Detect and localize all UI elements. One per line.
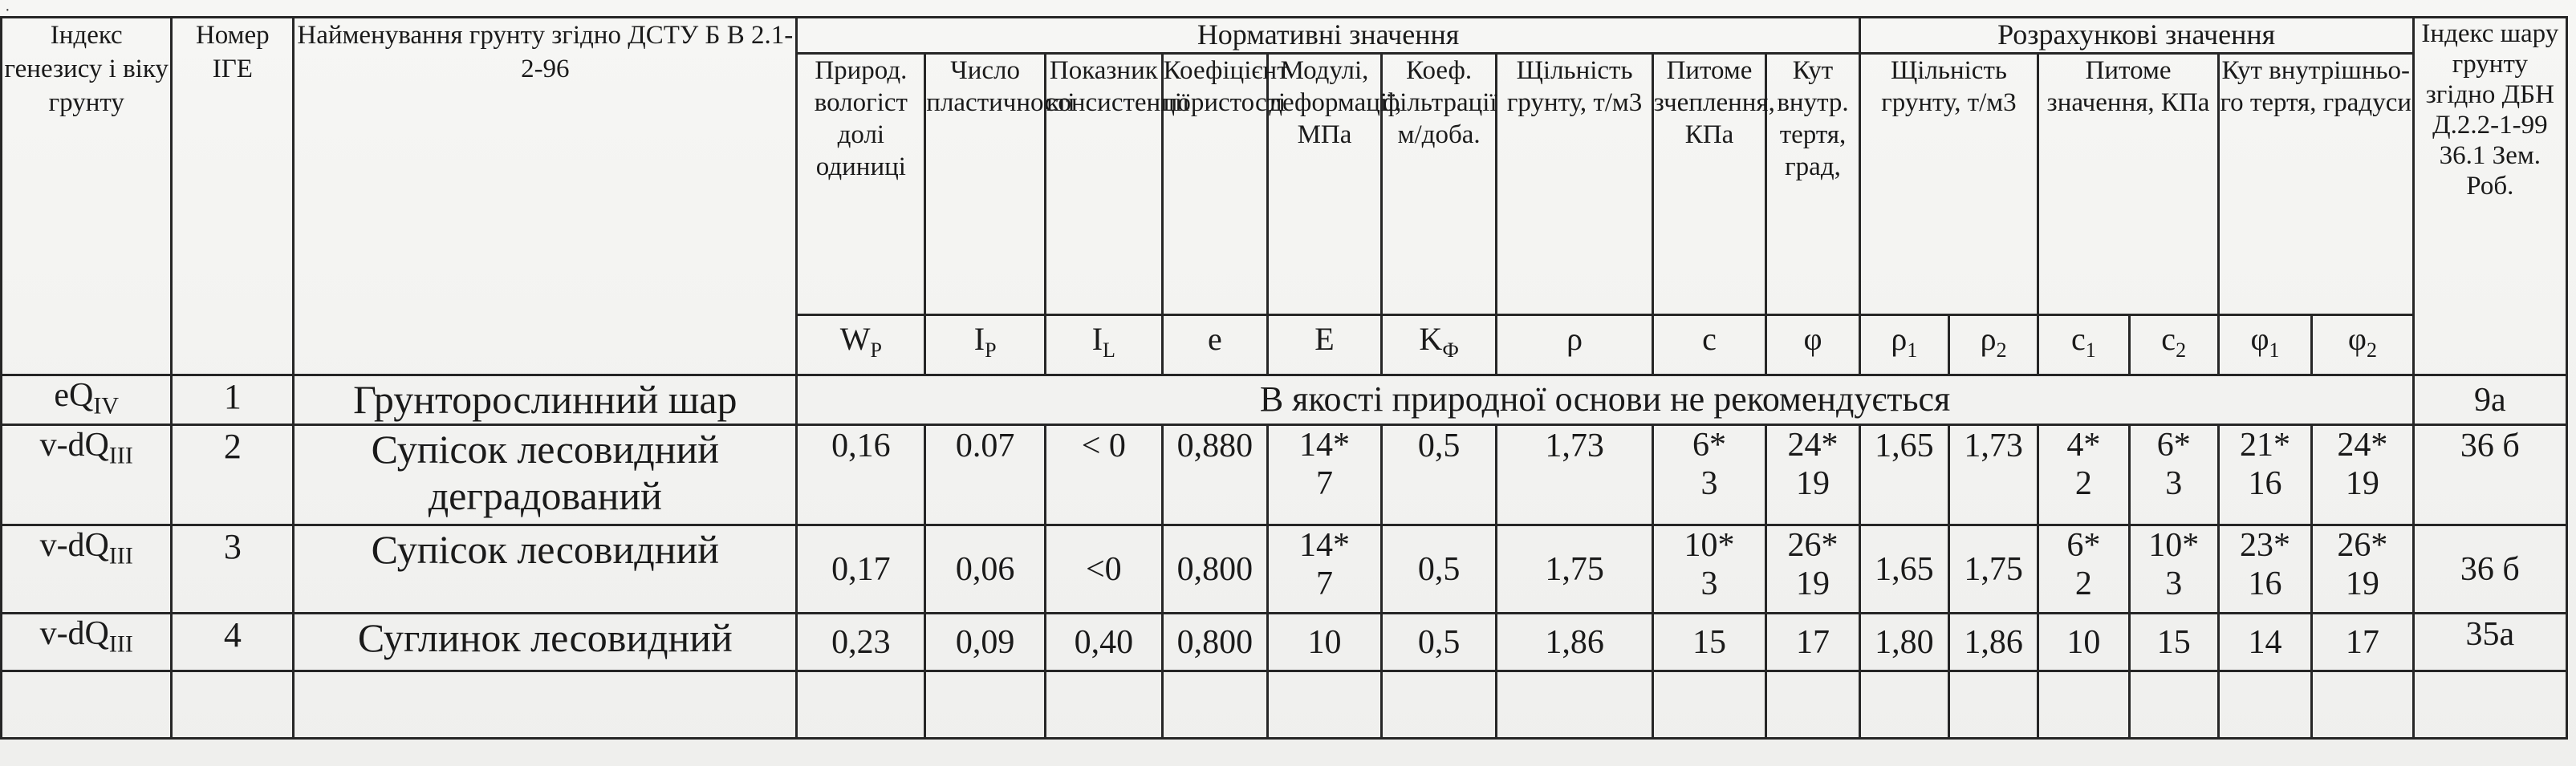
table-row <box>2 525 2567 614</box>
table-row-empty <box>2 671 2567 739</box>
header-filtration-coefficient: Коеф. фільтрації м/доба. <box>1381 54 1497 315</box>
symbol-wp: $W_P$ <box>797 315 925 375</box>
genesis-index: $v-dQ_{III}$ <box>2 525 172 614</box>
header-specific-cohesion: Питоме зчеплення, КПа <box>1652 54 1766 315</box>
value-rho: 1,73 <box>1497 425 1652 525</box>
value-c: 10* 3 <box>1652 525 1766 614</box>
empty-cell <box>1948 671 2038 739</box>
table-row <box>2 425 2567 525</box>
value-wp: 0,16 <box>797 425 925 525</box>
header-porosity-coefficient: Коефіцієнт пористості <box>1162 54 1268 315</box>
layer-index: 36 б <box>2413 525 2566 614</box>
table-row <box>2 375 2567 425</box>
symbol-modulus: E <box>1268 315 1382 375</box>
soil-name: Грунторослинний шар <box>294 375 797 425</box>
value-rho: 1,75 <box>1497 525 1652 614</box>
value-ip: 0,06 <box>925 525 1046 614</box>
value-phi1: 21* 16 <box>2218 425 2311 525</box>
value-phi: 26* 19 <box>1766 525 1859 614</box>
value-c1: 10 <box>2038 614 2129 671</box>
empty-cell <box>1162 671 1268 739</box>
value-e: 0,800 <box>1162 614 1268 671</box>
value-c: 15 <box>1652 614 1766 671</box>
table-row <box>2 614 2567 671</box>
header-calc-density: Щільність грунту, т/м3 <box>1859 54 2038 315</box>
empty-cell <box>797 671 925 739</box>
genesis-index: $v-dQ_{III}$ <box>2 425 172 525</box>
value-c2: 15 <box>2129 614 2218 671</box>
value-il: 0,40 <box>1046 614 1163 671</box>
symbol-phi2: $\varphi_2$ <box>2312 315 2414 375</box>
header-soil-name: Найменування грунту згідно ДСТУ Б В 2.1-2-96 <box>294 18 797 375</box>
header-calc-cohesion: Питоме значення, КПа <box>2038 54 2219 315</box>
layer-index: 35а <box>2413 614 2566 671</box>
value-c: 6* 3 <box>1652 425 1766 525</box>
empty-cell <box>2038 671 2129 739</box>
value-phi2: 24* 19 <box>2312 425 2414 525</box>
header-friction-angle: Кут внутр. тертя, град, <box>1766 54 1859 315</box>
value-c2: 10* 3 <box>2129 525 2218 614</box>
empty-cell <box>2218 671 2311 739</box>
value-kf: 0,5 <box>1381 614 1497 671</box>
corner-mark: · <box>5 2 10 19</box>
ige-number: 2 <box>172 425 294 525</box>
value-kf: 0,5 <box>1381 525 1497 614</box>
header-natural-moisture: Природ. вологіст долі одиниці <box>797 54 925 315</box>
value-e: 0,880 <box>1162 425 1268 525</box>
not-recommended-note: В якості природної основи не рекомендується <box>797 375 2413 425</box>
symbol-c1: $c_1$ <box>2038 315 2129 375</box>
header-normative-values: Нормативні значення <box>797 18 1859 54</box>
value-wp: 0,17 <box>797 525 925 614</box>
layer-index: 36 б <box>2413 425 2566 525</box>
value-il: <0 <box>1046 525 1163 614</box>
symbol-c: c <box>1652 315 1766 375</box>
symbol-e: e <box>1162 315 1268 375</box>
value-rho2: 1,73 <box>1948 425 2038 525</box>
symbol-kf: $K_Ф$ <box>1381 315 1497 375</box>
empty-cell <box>1046 671 1163 739</box>
value-phi: 17 <box>1766 614 1859 671</box>
empty-cell <box>1381 671 1497 739</box>
symbol-il: $I_L$ <box>1046 315 1163 375</box>
soil-name: Супісок лесовидний деградований <box>294 425 797 525</box>
ige-number: 1 <box>172 375 294 425</box>
empty-cell <box>1497 671 1652 739</box>
symbol-rho1: $\rho_1$ <box>1859 315 1948 375</box>
empty-cell <box>2413 671 2566 739</box>
value-c1: 4* 2 <box>2038 425 2129 525</box>
symbol-rho2: $\rho_2$ <box>1948 315 2038 375</box>
value-modulus: 10 <box>1268 614 1382 671</box>
value-phi2: 17 <box>2312 614 2414 671</box>
value-ip: 0,09 <box>925 614 1046 671</box>
header-soil-density: Щільність грунту, т/м3 <box>1497 54 1652 315</box>
value-phi: 24* 19 <box>1766 425 1859 525</box>
symbol-ip: $I_P$ <box>925 315 1046 375</box>
symbol-phi1: $\varphi_1$ <box>2218 315 2311 375</box>
value-il: < 0 <box>1046 425 1163 525</box>
value-rho2: 1,86 <box>1948 614 2038 671</box>
symbol-rho: ρ <box>1497 315 1652 375</box>
empty-cell <box>172 671 294 739</box>
header-ige-number: Номер ІГЕ <box>172 18 294 375</box>
value-ip: 0.07 <box>925 425 1046 525</box>
value-rho2: 1,75 <box>1948 525 2038 614</box>
symbol-phi: φ <box>1766 315 1859 375</box>
value-rho1: 1,80 <box>1859 614 1948 671</box>
header-layer-index: Індекс шару грунту згідно ДБН Д.2.2-1-99 36.1 Зем. Роб. <box>2413 18 2566 375</box>
empty-cell <box>1859 671 1948 739</box>
empty-cell <box>1268 671 1382 739</box>
empty-cell <box>1652 671 1766 739</box>
empty-cell <box>2129 671 2218 739</box>
empty-cell <box>294 671 797 739</box>
value-phi2: 26* 19 <box>2312 525 2414 614</box>
header-genesis-index: Індекс генезису і віку грунту <box>2 18 172 375</box>
soil-properties-table <box>0 16 2568 740</box>
value-wp: 0,23 <box>797 614 925 671</box>
header-consistency-index: Показник консистенції <box>1046 54 1163 315</box>
header-calculated-values: Розрахункові значення <box>1859 18 2413 54</box>
empty-cell <box>2312 671 2414 739</box>
value-phi1: 14 <box>2218 614 2311 671</box>
symbol-c2: $c_2$ <box>2129 315 2218 375</box>
value-c1: 6* 2 <box>2038 525 2129 614</box>
ige-number: 3 <box>172 525 294 614</box>
genesis-index: $v-dQ_{III}$ <box>2 614 172 671</box>
value-rho1: 1,65 <box>1859 525 1948 614</box>
value-modulus: 14* 7 <box>1268 425 1382 525</box>
value-c2: 6* 3 <box>2129 425 2218 525</box>
ige-number: 4 <box>172 614 294 671</box>
header-plasticity-number: Число пластичності <box>925 54 1046 315</box>
soil-name: Суглинок лесовидний <box>294 614 797 671</box>
header-calc-friction-angle: Кут внутрішньо-го тертя, градуси <box>2218 54 2413 315</box>
genesis-index: $eQ_{IV}$ <box>2 375 172 425</box>
value-rho1: 1,65 <box>1859 425 1948 525</box>
soil-name: Супісок лесовидний <box>294 525 797 614</box>
empty-cell <box>2 671 172 739</box>
value-rho: 1,86 <box>1497 614 1652 671</box>
value-kf: 0,5 <box>1381 425 1497 525</box>
empty-cell <box>925 671 1046 739</box>
empty-cell <box>1766 671 1859 739</box>
value-e: 0,800 <box>1162 525 1268 614</box>
layer-index: 9а <box>2413 375 2566 425</box>
header-deformation-modulus: Модулі, деформації, МПа <box>1268 54 1382 315</box>
value-modulus: 14* 7 <box>1268 525 1382 614</box>
value-phi1: 23* 16 <box>2218 525 2311 614</box>
